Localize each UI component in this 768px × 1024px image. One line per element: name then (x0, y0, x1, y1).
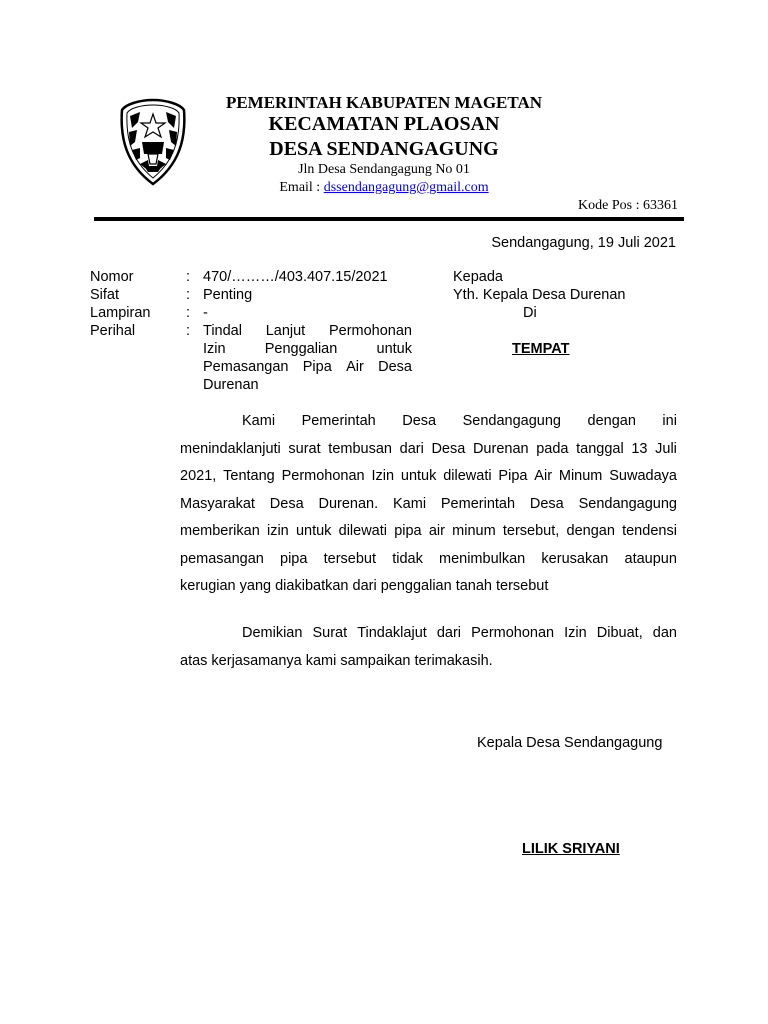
word: Masyarakat (180, 495, 255, 512)
word: Durenan. (318, 495, 379, 512)
word: Desa (402, 413, 437, 429)
text-line (180, 408, 677, 436)
letterhead-village: DESA SENDANGAGUNG (269, 138, 499, 160)
word: dan (652, 625, 677, 641)
word: Pipa (302, 359, 332, 375)
word: pipa (394, 523, 422, 539)
word: dari (399, 440, 424, 457)
word: Desa (378, 359, 412, 375)
letterhead-divider (94, 217, 684, 221)
word: Juli (655, 440, 677, 457)
word: Tindal (203, 323, 242, 339)
word: dari (436, 625, 462, 641)
word: Pipa (498, 468, 528, 484)
text-line (180, 648, 677, 676)
word: atas kerjasamanya kami sampaikan terimakasih. (180, 652, 493, 669)
word: 13 (631, 440, 648, 457)
word: Desa (529, 495, 564, 512)
word: minum (452, 523, 496, 539)
text-line (203, 340, 412, 358)
word: Desa (269, 495, 304, 512)
word: tembusan (328, 440, 392, 457)
word: untuk (400, 468, 437, 484)
letterhead-email-line (200, 180, 568, 196)
word: tanggal (576, 440, 624, 457)
word: Durenan (203, 377, 259, 393)
word: Desa (431, 440, 466, 457)
word: dengan (566, 523, 615, 539)
word: dilewati (338, 523, 387, 539)
word: Permohonan (281, 468, 365, 484)
word: Tindaklajut (357, 625, 427, 641)
word: Izin (371, 468, 395, 484)
word: Air (534, 468, 553, 484)
word: Sendangagung (578, 495, 677, 512)
word: Suwadaya (609, 468, 677, 484)
word: memberikan (180, 523, 260, 539)
text-line (180, 620, 677, 648)
nomor-label: Nomor (90, 269, 134, 285)
word: tendensi (622, 523, 677, 539)
signature-name: LILIK SRIYANI (522, 841, 620, 857)
word: izin (266, 523, 289, 539)
word: dengan (587, 413, 636, 429)
perihal-colon: : (186, 323, 191, 339)
word: Dibuat, (596, 625, 643, 641)
word: Air (346, 359, 364, 375)
word: Pemerintah (301, 413, 376, 429)
word: Sendangagung (462, 413, 561, 429)
word: kerugian yang diakibatkan dari penggalian tanah tersebut (180, 578, 549, 594)
text-line (180, 546, 677, 574)
word: untuk (376, 341, 412, 357)
word: pemasangan (180, 550, 264, 567)
word: kerusakan (541, 550, 609, 567)
text-line (203, 376, 412, 394)
word: Penggalian (264, 341, 338, 357)
word: Kami (393, 495, 427, 512)
word: Kami (242, 413, 276, 429)
sifat-colon: : (186, 287, 191, 303)
recipient-di: Di (523, 305, 537, 321)
lampiran-value: - (203, 305, 208, 321)
word: Pemerintah (440, 495, 516, 512)
word: pipa (280, 550, 308, 567)
word: Minum (558, 468, 603, 484)
word: untuk (295, 523, 332, 539)
letterhead-government: PEMERINTAH KABUPATEN MAGETAN (225, 93, 543, 112)
word: Durenan (472, 440, 529, 457)
body-paragraph-1 (180, 408, 677, 601)
word: Surat (312, 625, 348, 641)
email-label: Email : (279, 180, 324, 195)
letterhead-district: KECAMATAN PLAOSAN (268, 113, 500, 135)
signature-title: Kepala Desa Sendangagung (477, 735, 663, 751)
word: ini (662, 413, 677, 429)
sifat-label: Sifat (90, 287, 120, 303)
word: 2021, (180, 468, 217, 484)
word: Lanjut (265, 323, 306, 339)
regency-emblem-logo (118, 98, 188, 186)
text-line (180, 573, 677, 601)
word: Permohonan (328, 323, 412, 339)
word: Izin (203, 341, 226, 357)
text-line (180, 463, 677, 491)
word: dilewati (443, 468, 492, 484)
text-line (180, 518, 677, 546)
word: air (428, 523, 445, 539)
letterhead-address: Jln Desa Sendangagung No 01 (298, 162, 470, 177)
text-line (180, 436, 677, 464)
text-line (180, 491, 677, 519)
letter-date: Sendangagung, 19 Juli 2021 (491, 235, 676, 251)
text-line (203, 358, 412, 376)
perihal-label: Perihal (90, 323, 136, 339)
word: menimbulkan (439, 550, 526, 567)
word: ataupun (624, 550, 677, 567)
sifat-value: Penting (203, 287, 253, 303)
body-paragraph-2 (180, 620, 677, 675)
nomor-colon: : (186, 269, 191, 285)
word: tersebut (323, 550, 377, 567)
word: Izin (564, 625, 587, 641)
word: Tentang (223, 468, 275, 484)
recipient-tempat: TEMPAT (512, 341, 570, 357)
word: surat (288, 440, 321, 457)
lampiran-label: Lampiran (90, 305, 151, 321)
recipient-kepada: Kepada (453, 269, 503, 285)
word: tidak (392, 550, 423, 567)
word: Permohonan (471, 625, 555, 641)
lampiran-colon: : (186, 305, 191, 321)
word: menindaklanjuti (180, 440, 281, 457)
email-link[interactable]: dssendangagung@gmail.com (323, 180, 489, 195)
text-line (203, 322, 412, 340)
word: Pemasangan (203, 359, 289, 375)
nomor-value: 470/………/403.407.15/2021 (203, 269, 388, 285)
word: tersebut, (502, 523, 560, 539)
word: pada (536, 440, 569, 457)
recipient-name: Yth. Kepala Desa Durenan (453, 287, 626, 303)
word: Demikian (242, 625, 303, 641)
postal-code: Kode Pos : 63361 (578, 198, 678, 213)
perihal-value (203, 322, 412, 394)
